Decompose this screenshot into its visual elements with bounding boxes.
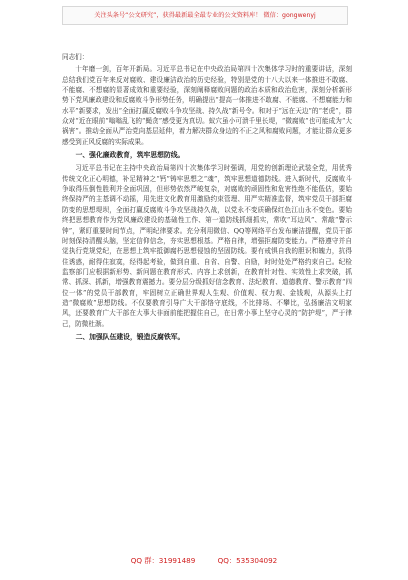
document-body xyxy=(62,52,352,345)
paragraph-section-1: 习近平总书记在主持中央政治局第四十次集体学习时强调，用党的创新理论武装全党，用优秀传统文化正心明德，补足精神之“钙”铸牢思想之“魂”，筑牢思想道德防线。进入新时代，反腐败斗争取得压倒性胜利并全面巩固，但形势依然严峻复杂，对腐败的顽固性和危害性绝不能低估，要始终保持严的主基调不动摇，用先进文化教育用激励约束管理、用严实精准监督，筑牢党员干部拒腐防变的思想堤坝，全面打赢反腐败斗争攻坚战持久战，以党永不变质确保红色江山永不变色。要始终把思想教育作为党风廉政建设的基础性工作、第一道防线抓细抓实，常吹“耳边风”、常敲“警示钟”，紧盯重要时间节点，严明纪律要求。充分利用微信、QQ等网络平台发布廉洁提醒，党员干部时刻保持清醒头脑，坚定信仰信念，夯实思想根基。严格自律，增强拒腐防变能力。严格遵守并自觉执行党规党纪，在思想上筑牢抵御腐朽思想侵蚀的坚固防线。要有戒惧自我的胆识和魄力，抗得住诱惑，耐得住寂寞，经得起考验，做到自重、自省、自警、自励，时时处处严格约束自己。纪检监察部门应根据新形势、新问题在教育形式、内容上求创新，在教育针对性、实效性上求突破，抓常、抓深、抓新，增强教育震撼力。要分层分级抓好信念教育、法纪教育、道德教育、警示教育“四位一体”的党员干部教育，牢固树立正确世界观人生观、价值观、权力观、金钱观，从源头上打造“微腐败”思想防线。不仅要教育引导广大干部恪守底线，不比排场、不攀比，弘扬廉洁文明家风，还要教育广大干部在大事大非面前能把握住自己，在日常小事上坚守心灵的“防护堤”，严于律己，防微杜渐。 xyxy=(62,164,352,328)
qq-group-number: QQ 群：31991489 xyxy=(130,556,196,565)
greeting: 同志们： xyxy=(62,53,89,61)
paragraph-intro: 十年磨一剑，百年开新局。习近平总书记在中央政治局第四十次集体学习时的重要讲话，深刻总结我们党百年来反对腐败、建设廉洁政治的历史经验，特别是党的十八大以来一体推进不敢腐、不能腐、不想腐的显著成效和重要经验，深刻阐释腐败问题的政治本质和政治危害，深刻分析新形势下党风廉政建设和反腐败斗争形势任务，明确提出“提高一体推进不敢腐、不能腐、不想腐能力和水平”新要求，发出“全面打赢反腐败斗争攻坚战、持久战”新号令。和对于“远在天边”的“老虎”，群众对“近在眼前”嗡嗡乱飞的“蝇贪”感受更为真切。蚁穴虽小可溃千里长堤，“微腐败”也可能成为“大祸害”。推动全面从严治党向基层延伸，着力解决群众身边的不正之风和腐败问题，才能让群众更多感受到正风反腐的实际成果。 xyxy=(62,65,352,146)
promo-banner xyxy=(62,6,348,25)
section-heading-1: 一、强化廉政教育，筑牢思想防线。 xyxy=(75,151,185,160)
qq-number: QQ：535304092 xyxy=(217,556,278,565)
promo-banner-text: 关注头条号“公文研究”，获得最新最全最专业的公文资料库！ 微信：gongwenyj xyxy=(94,12,316,19)
contact-footer xyxy=(0,556,408,566)
section-heading-2: 二、加强队伍建设，锻造反腐铁军。 xyxy=(75,332,185,341)
